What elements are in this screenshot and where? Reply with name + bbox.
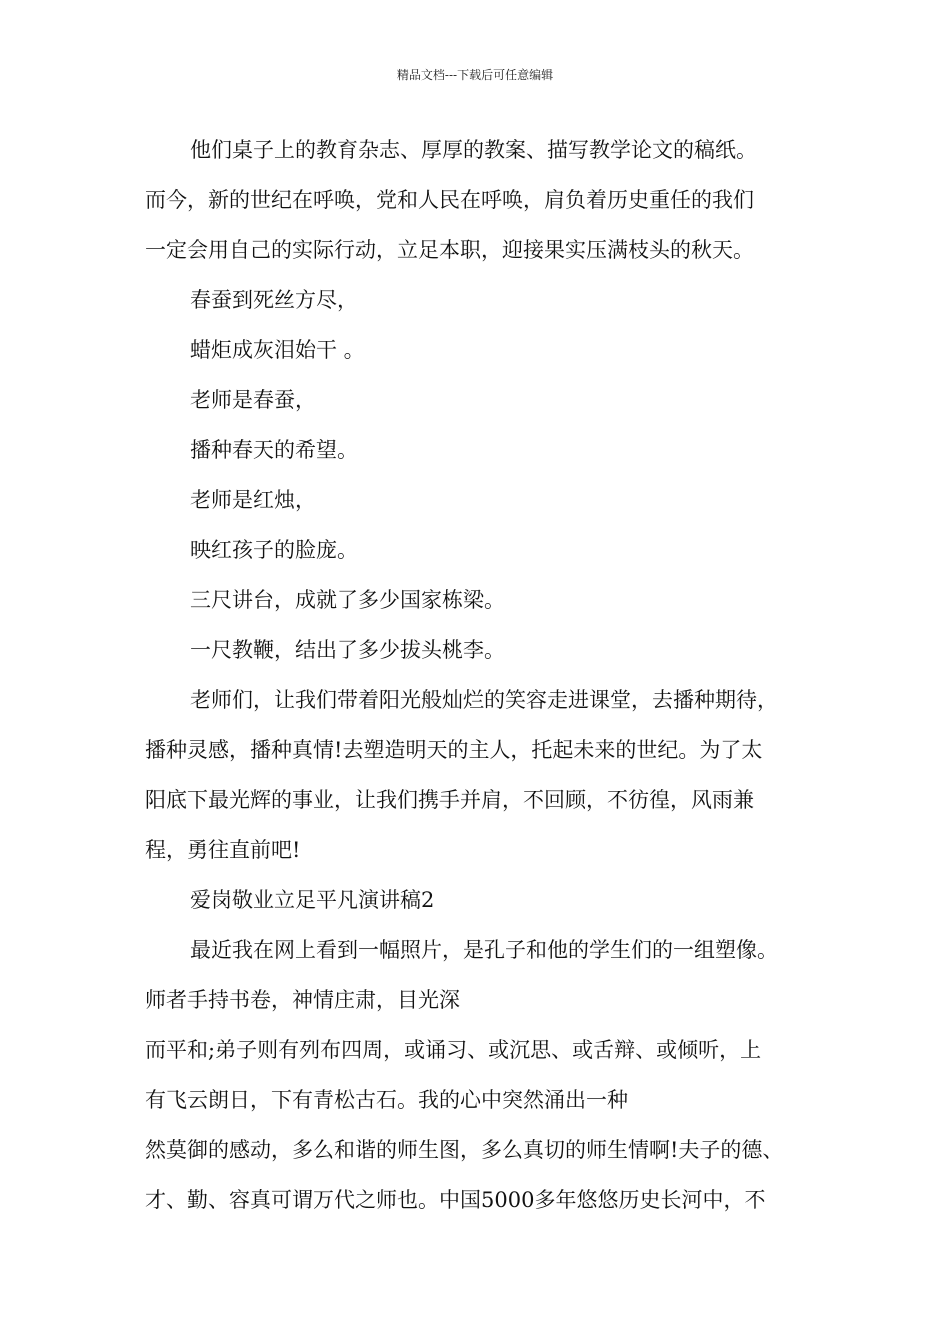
paragraph-line: 一定会用自己的实际行动，立足本职，迎接果实压满枝头的秋天。 — [145, 238, 754, 262]
paragraph-line: 阳底下最光辉的事业，让我们携手并肩，不回顾，不彷徨，风雨兼 — [145, 788, 754, 812]
poem-line: 蜡炬成灰泪始干 。 — [190, 338, 365, 362]
paragraph-line: 老师们，让我们带着阳光般灿烂的笑容走进课堂，去播种期待， — [190, 688, 778, 712]
paragraph-line: 有飞云朗日，下有青松古石。我的心中突然涌出一种 — [145, 1088, 628, 1112]
poem-line: 映红孩子的脸庞。 — [190, 538, 358, 562]
poem-line: 春蚕到死丝方尽， — [190, 288, 358, 312]
paragraph-line: 师者手持书卷，神情庄肃，目光深 — [145, 988, 460, 1012]
paragraph-line: 播种灵感，播种真情!去塑造明天的主人，托起未来的世纪。为了太 — [145, 738, 763, 762]
poem-line: 老师是春蚕， — [190, 388, 316, 412]
poem-line: 老师是红烛， — [190, 488, 316, 512]
poem-line: 三尺讲台，成就了多少国家栋梁。 — [190, 588, 505, 612]
paragraph-line: 才、勤、容真可谓万代之师也。中国5000多年悠悠历史长河中，不 — [145, 1188, 766, 1212]
paragraph-line: 程，勇往直前吧! — [145, 838, 301, 862]
poem-line: 播种春天的希望。 — [190, 438, 358, 462]
paragraph-line: 最近我在网上看到一幅照片，是孔子和他的学生们的一组塑像。 — [190, 938, 778, 962]
poem-line: 一尺教鞭，结出了多少拔头桃李。 — [190, 638, 505, 662]
paragraph-line: 然莫御的感动，多么和谐的师生图，多么真切的师生情啊!夫子的德、 — [145, 1138, 784, 1162]
paragraph-line: 他们桌子上的教育杂志、厚厚的教案、描写教学论文的稿纸。 — [190, 138, 757, 162]
section-title: 爱岗敬业立足平凡演讲稿2 — [190, 888, 435, 912]
page-header: 精品文档---下载后可任意编辑 — [396, 68, 554, 82]
paragraph-line: 而今，新的世纪在呼唤，党和人民在呼唤，肩负着历史重任的我们 — [145, 188, 754, 212]
paragraph-line: 而平和;弟子则有列布四周，或诵习、或沉思、或舌辩、或倾听，上 — [145, 1038, 762, 1062]
